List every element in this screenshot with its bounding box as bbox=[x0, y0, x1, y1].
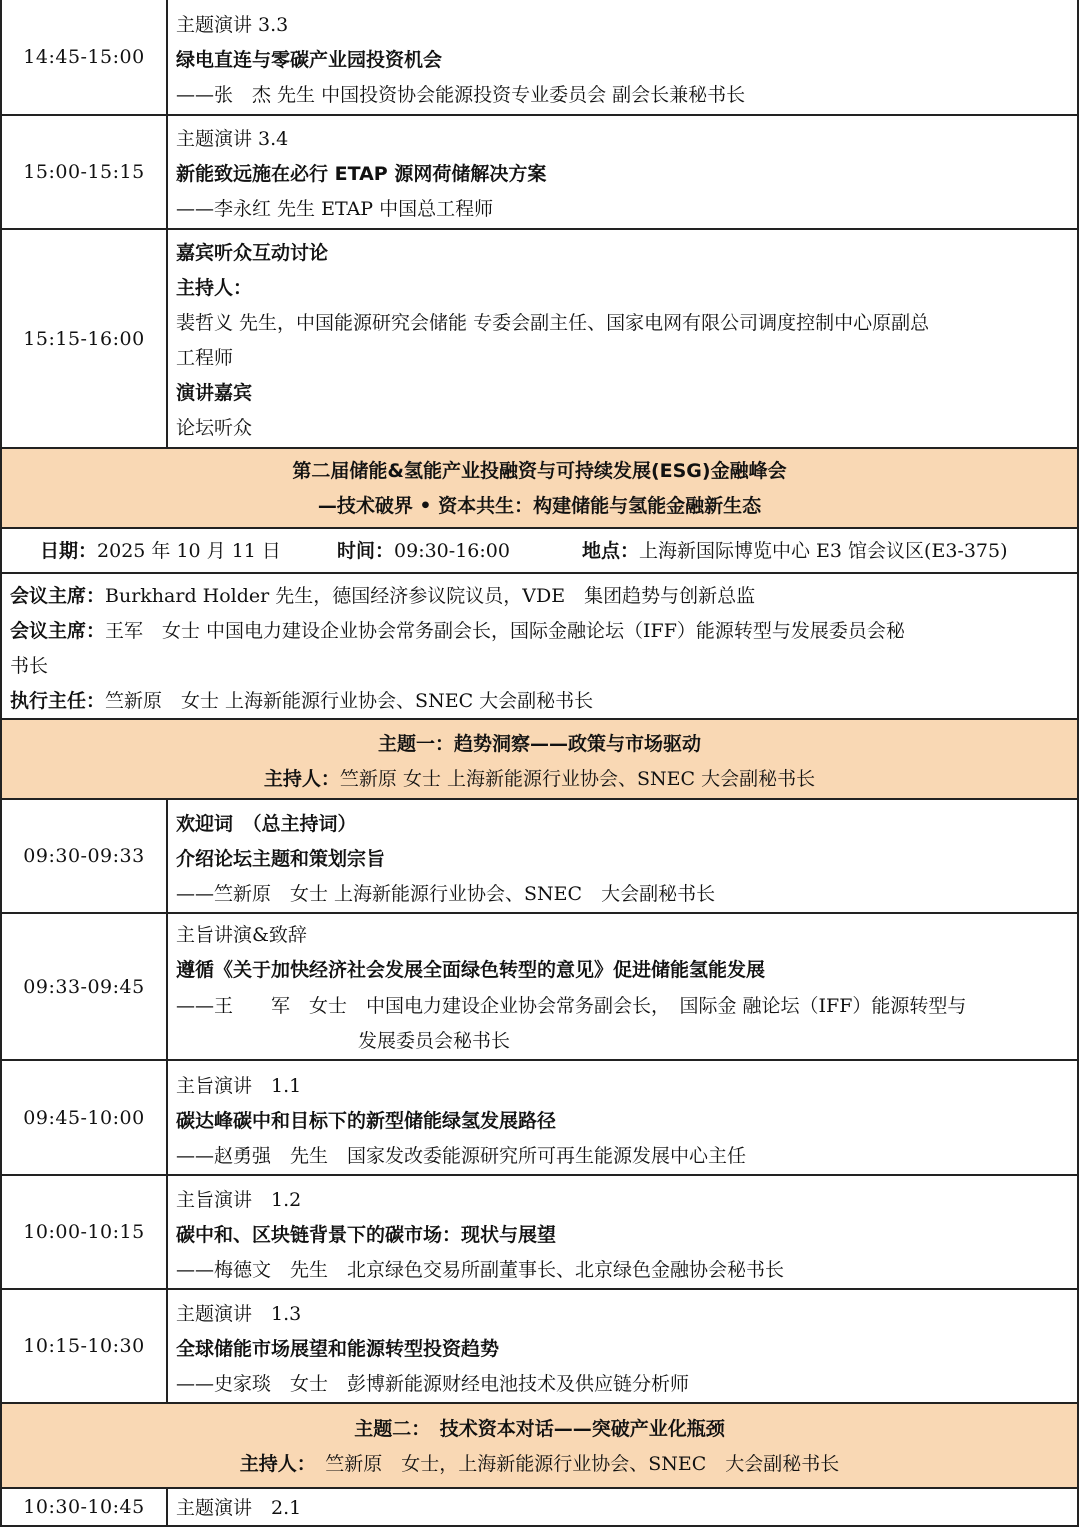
session-cell bbox=[168, 800, 1077, 912]
theme1-title: 主题一：趋势洞察——政策与市场驱动 bbox=[377, 733, 701, 755]
chair-1: 会议主席：Burkhard Holder 先生，德国经济参议院议员，VDE 集团趋势与创新总监 bbox=[10, 585, 756, 607]
time-cell: 15:00-15:15 bbox=[2, 116, 168, 228]
time-cell: 15:15-16:00 bbox=[2, 230, 168, 447]
session-speaker: ——李永红 先生 ETAP 中国总工程师 bbox=[176, 198, 494, 220]
date-info: 日期：2025 年 10 月 11 日 bbox=[40, 540, 281, 562]
agenda-row bbox=[0, 116, 1079, 230]
agenda-row bbox=[0, 1176, 1079, 1290]
session-cell bbox=[168, 1489, 1077, 1525]
session-label: 主旨演讲 1.2 bbox=[176, 1189, 302, 1211]
agenda-row bbox=[0, 1290, 1079, 1404]
agenda-row bbox=[0, 800, 1079, 914]
session-cell bbox=[168, 1290, 1077, 1402]
time-cell: 10:30-10:45 bbox=[2, 1489, 168, 1525]
agenda-row bbox=[0, 914, 1079, 1061]
session-title: 嘉宾听众互动讨论 bbox=[176, 242, 329, 264]
session-label: 欢迎词 （总主持词） bbox=[176, 813, 357, 835]
host-label: 主持人： bbox=[176, 277, 253, 299]
session-cell bbox=[168, 1176, 1077, 1288]
session-label: 主旨讲演&致辞 bbox=[176, 924, 307, 946]
theme1-host: 主持人：竺新原 女士 上海新能源行业协会、SNEC 大会副秘书长 bbox=[263, 768, 816, 790]
session-title: 碳达峰碳中和目标下的新型储能绿氢发展路径 bbox=[176, 1110, 557, 1132]
session-speaker-cont: 发展委员会秘书长 bbox=[358, 1030, 511, 1052]
time-cell: 14:45-15:00 bbox=[2, 0, 168, 114]
summit-subtitle: —技术破界 • 资本共生：构建储能与氢能金融新生态 bbox=[317, 495, 762, 517]
speakers-label: 演讲嘉宾 bbox=[176, 382, 253, 404]
theme1-header bbox=[0, 720, 1079, 800]
session-label: 主题演讲 2.1 bbox=[176, 1497, 302, 1519]
session-title: 全球储能市场展望和能源转型投资趋势 bbox=[176, 1338, 500, 1360]
executive-director: 执行主任：竺新原 女士 上海新能源行业协会、SNEC 大会副秘书长 bbox=[10, 690, 594, 712]
chair-2: 会议主席：王军 女士 中国电力建设企业协会常务副会长，国际金融论坛（IFF）能源转型与发展委员会秘 bbox=[10, 620, 905, 642]
theme2-header bbox=[0, 1404, 1079, 1489]
time-info: 时间：09:30-16:00 bbox=[337, 540, 510, 562]
time-cell: 09:45-10:00 bbox=[2, 1061, 168, 1174]
session-speaker: ——王 军 女士 中国电力建设企业协会常务副会长， 国际金 融论坛（IFF）能源转型与 bbox=[176, 995, 967, 1017]
session-cell bbox=[168, 230, 1077, 447]
session-label: 主题演讲 3.4 bbox=[176, 128, 289, 150]
session-label: 主旨演讲 1.1 bbox=[176, 1075, 302, 1097]
time-cell: 09:33-09:45 bbox=[2, 914, 168, 1059]
session-title: 碳中和、区块链背景下的碳市场：现状与展望 bbox=[176, 1224, 557, 1246]
session-speaker: ——赵勇强 先生 国家发改委能源研究所可再生能源发展中心主任 bbox=[176, 1145, 747, 1167]
session-title: 新能致远施在必行 ETAP 源网荷储解决方案 bbox=[176, 163, 547, 185]
agenda-row bbox=[0, 230, 1079, 449]
time-cell: 10:15-10:30 bbox=[2, 1290, 168, 1402]
agenda-row bbox=[0, 1061, 1079, 1176]
session-cell bbox=[168, 914, 1077, 1059]
place-info: 地点：上海新国际博览中心 E3 馆会议区(E3-375) bbox=[582, 540, 1008, 562]
time-cell: 10:00-10:15 bbox=[2, 1176, 168, 1288]
session-title: 介绍论坛主题和策划宗旨 bbox=[176, 848, 386, 870]
session-label: 主题演讲 3.3 bbox=[176, 14, 289, 36]
session-speaker: ——张 杰 先生 中国投资协会能源投资专业委员会 副会长兼秘书长 bbox=[176, 84, 746, 106]
session-title: 遵循《关于加快经济社会发展全面绿色转型的意见》促进储能氢能发展 bbox=[176, 959, 766, 981]
session-cell bbox=[168, 0, 1077, 114]
session-speaker: ——史家琰 女士 彭博新能源财经电池技术及供应链分析师 bbox=[176, 1373, 690, 1395]
theme2-host: 主持人： 竺新原 女士，上海新能源行业协会、SNEC 大会副秘书长 bbox=[239, 1453, 840, 1475]
date-time-place-row bbox=[0, 529, 1079, 574]
host-text: 裴哲义 先生，中国能源研究会储能 专委会副主任、国家电网有限公司调度控制中心原副总 bbox=[176, 312, 930, 334]
session-title: 绿电直连与零碳产业园投资机会 bbox=[176, 49, 443, 71]
chairs-block bbox=[0, 574, 1079, 720]
theme2-title: 主题二： 技术资本对话——突破产业化瓶颈 bbox=[354, 1418, 725, 1440]
agenda-row bbox=[0, 1489, 1079, 1527]
summit-title: 第二届储能&氢能产业投融资与可持续发展(ESG)金融峰会 bbox=[292, 460, 787, 482]
session-label: 主题演讲 1.3 bbox=[176, 1303, 302, 1325]
host-text-cont: 工程师 bbox=[176, 347, 234, 369]
time-cell: 09:30-09:33 bbox=[2, 800, 168, 912]
session-cell bbox=[168, 116, 1077, 228]
session-cell bbox=[168, 1061, 1077, 1174]
session-speaker: ——梅德文 先生 北京绿色交易所副董事长、北京绿色金融协会秘书长 bbox=[176, 1259, 785, 1281]
session-speaker: ——竺新原 女士 上海新能源行业协会、SNEC 大会副秘书长 bbox=[176, 883, 716, 905]
summit-header bbox=[0, 449, 1079, 529]
agenda-row bbox=[0, 0, 1079, 116]
chair-2-cont: 书长 bbox=[10, 655, 49, 677]
audience-text: 论坛听众 bbox=[176, 417, 253, 439]
